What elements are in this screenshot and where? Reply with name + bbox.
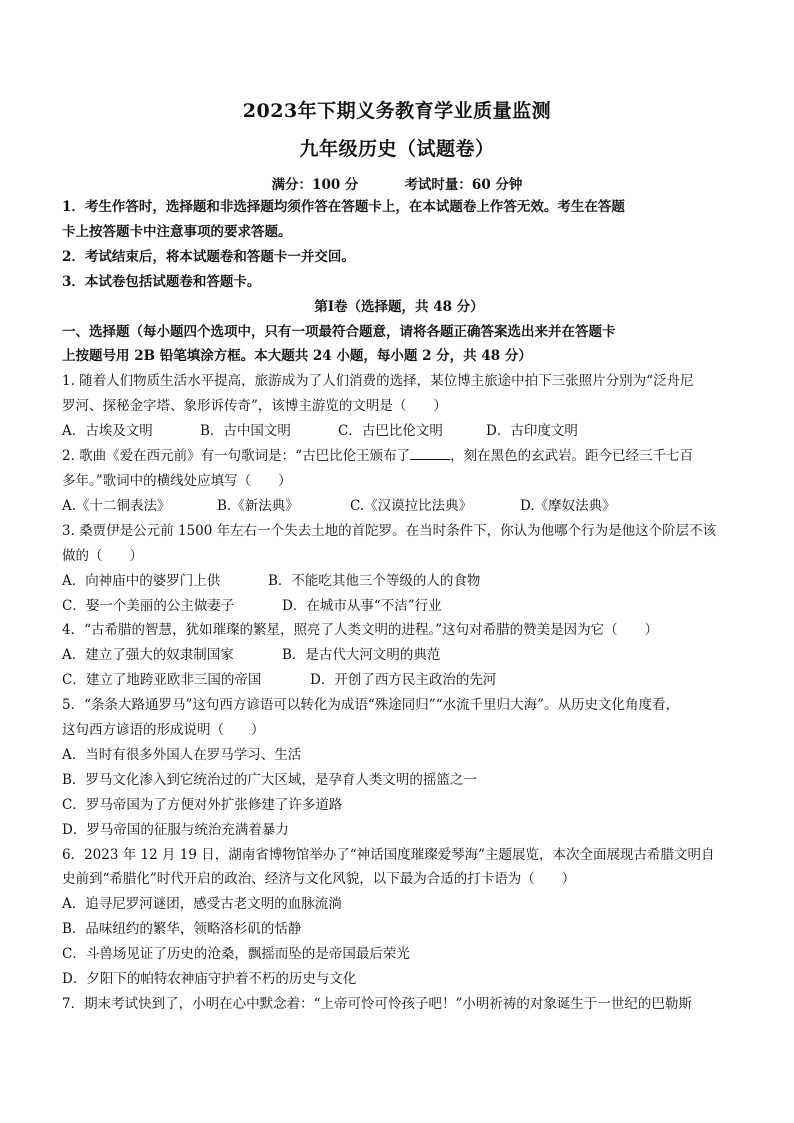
question-1-stem: 1. 随着人们物质生活水平提高，旅游成为了人们消费的选择，某位博主旅途中拍下三张照片分别为“泛舟尼 bbox=[62, 373, 694, 390]
note-line: 2．考试结束后，将本试题卷和答题卡一并交回。 bbox=[62, 248, 355, 265]
question-3-options bbox=[62, 569, 736, 594]
question-4-stem: 4．“古希腊的智慧，犹如璀璨的繁星，照亮了人类文明的进程。”这句对希腊的赞美是因为它（ ） bbox=[62, 622, 659, 639]
question-3-options bbox=[62, 594, 736, 619]
question-2-stem: 多年。”歌词中的横线处应填写（ ） bbox=[62, 472, 292, 489]
exam-title: 2023年下期义务教育学业质量监测 bbox=[242, 100, 552, 122]
question-4-options bbox=[62, 668, 736, 693]
option-b: B．是古代大河文明的典范 bbox=[282, 647, 441, 664]
question-1-stem: 罗河、探秘金字塔、象形诉传奇”，该博主游览的文明是（ ） bbox=[62, 398, 447, 415]
note-line: 3．本试卷包括试题卷和答题卡。 bbox=[62, 273, 261, 290]
exam-meta bbox=[0, 173, 794, 193]
note-line: 1．考生作答时，选择题和非选择题均须作答在答题卡上，在本试题卷上作答无效。考生在答题 bbox=[62, 199, 625, 215]
question-6-stem: 6．2023 年 12 月 19 日，湖南省博物馆举办了“神话国度璀璨爱琴海”主题展览，本次全面展现古希腊文明自 bbox=[62, 846, 715, 863]
exam-body bbox=[62, 195, 736, 1017]
exam-time: 考试时量：60 分钟 bbox=[404, 177, 523, 193]
option-c: C．建立了地跨亚欧非三国的帝国 bbox=[62, 672, 262, 689]
option-a: A．追寻尼罗河谜团，感受古老文明的血脉流淌 bbox=[62, 896, 342, 913]
option-d: D．夕阳下的帕特农神庙守护着不朽的历史与文化 bbox=[62, 971, 357, 988]
option-b: B．古中国文明 bbox=[200, 423, 291, 440]
option-d: D.《摩奴法典》 bbox=[520, 497, 616, 514]
question-3-stem: 3. 桑贾伊是公元前 1500 年左右一个失去土地的首陀罗。在当时条件下，你认为他哪个行为是他这个阶层不该 bbox=[62, 522, 717, 539]
option-b: B．罗马文化渗入到它统治过的广大区域，是孕育人类文明的摇篮之一 bbox=[62, 771, 477, 788]
option-c: C．斗兽场见证了历史的沧桑，飘摇而坠的是帝国最后荣光 bbox=[62, 946, 410, 963]
option-a: A.《十二铜表法》 bbox=[62, 497, 171, 514]
question-6-stem: 史前到“希腊化”时代开启的政治、经济与文化风貌，以下最为合适的打卡语为（ ） bbox=[62, 871, 576, 888]
option-d: D．开创了西方民主政治的先河 bbox=[310, 672, 497, 689]
question-1-options bbox=[62, 419, 736, 444]
option-a: A．古埃及文明 bbox=[62, 423, 153, 440]
question-5-stem: 5．“条条大路通罗马”这句西方谚语可以转化为成语“殊途同归”“水流千里归大海”。从历史文化角度看， bbox=[62, 697, 679, 714]
question-7-stem: 7．期末考试快到了，小明在心中默念着：“上帝可怜可怜孩子吧！”小明祈祷的对象诞生于一世纪的巴勒斯 bbox=[62, 996, 692, 1012]
question-5-stem: 这句西方谚语的形成说明（ ） bbox=[62, 722, 265, 739]
question-4-options bbox=[62, 643, 736, 668]
option-d: D．在城市从事“不洁”行业 bbox=[282, 597, 442, 614]
option-d: D．罗马帝国的征服与统治充满着暴力 bbox=[62, 821, 289, 838]
full-score: 满分：100 分 bbox=[271, 177, 359, 193]
section-instruction: 上按题号用 2B 铅笔填涂方框。本大题共 24 小题，每小题 2 分，共 48 分） bbox=[62, 348, 532, 365]
section-title: 第Ⅰ卷（选择题，共 48 分） bbox=[314, 298, 484, 315]
section-instruction: 一、选择题（每小题四个选项中，只有一项最符合题意，请将各题正确答案选出来并在答题卡 bbox=[62, 323, 616, 340]
option-c: C.《汉谟拉比法典》 bbox=[350, 497, 473, 514]
question-2-stem: 2. 歌曲《爱在西元前》有一句歌词是：“古巴比伦王颁布了 ，刻在黑色的玄武岩。距今已经三千七百 bbox=[62, 448, 694, 465]
fill-blank bbox=[410, 446, 450, 460]
option-a: A．向神庙中的婆罗门上供 bbox=[62, 572, 221, 589]
option-c: C．罗马帝国为了方便对外扩张修建了许多道路 bbox=[62, 796, 343, 813]
option-a: A．当时有很多外国人在罗马学习、生活 bbox=[62, 746, 302, 763]
option-d: D．古印度文明 bbox=[486, 423, 578, 440]
question-3-stem: 做的（ ） bbox=[62, 547, 143, 564]
option-b: B.《新法典》 bbox=[217, 497, 299, 514]
option-a: A．建立了强大的奴隶制国家 bbox=[62, 647, 234, 664]
option-b: B．品味纽约的繁华，领略洛杉矶的恬静 bbox=[62, 921, 302, 938]
exam-subtitle: 九年级历史（试题卷） bbox=[299, 138, 495, 160]
note-line: 卡上按答题卡中注意事项的要求答题。 bbox=[62, 223, 292, 240]
option-c: C．古巴比伦文明 bbox=[338, 423, 443, 440]
question-2-options bbox=[62, 494, 736, 519]
option-b: B．不能吃其他三个等级的人的食物 bbox=[268, 572, 481, 589]
option-c: C．娶一个美丽的公主做妻子 bbox=[62, 597, 235, 614]
